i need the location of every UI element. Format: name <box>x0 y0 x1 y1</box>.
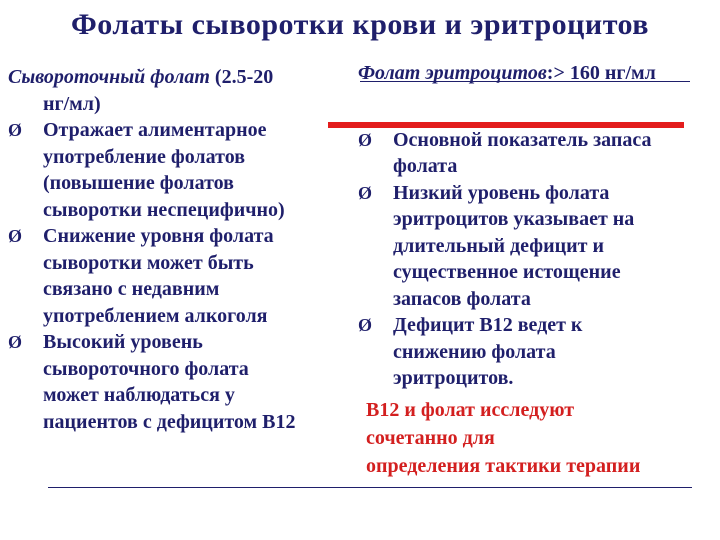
arrow-bullet-icon: Ø <box>8 120 23 140</box>
arrow-bullet-icon: Ø <box>358 182 373 203</box>
slide-title: Фолаты сыворотки крови и эритроцитов <box>71 8 649 41</box>
bullet-line: может наблюдаться у <box>43 384 235 406</box>
bullet-line: (повышение фолатов <box>43 172 234 194</box>
bullet-line: сывороточного фолата <box>43 357 249 380</box>
bullet-line: снижению фолата <box>393 340 556 363</box>
bullet-line: существенное истощение <box>393 261 621 283</box>
left-bullet-2 <box>8 223 353 329</box>
right-spacer <box>358 87 718 127</box>
bullet-line: употреблением алкоголя <box>43 304 268 327</box>
left-column <box>8 64 353 435</box>
bullet-line: Дефицит B12 ведет к <box>393 314 583 336</box>
right-header <box>358 60 718 87</box>
bullet-line: фолата <box>393 155 458 177</box>
bullet-line: сыворотки неспецифично) <box>43 198 285 221</box>
bullet-line: употребление фолатов <box>43 145 245 168</box>
arrow-bullet-icon: Ø <box>8 332 23 352</box>
left-header <box>8 64 353 91</box>
left-header-units: нг/мл) <box>43 92 101 115</box>
note-line: B12 и фолат исследуют <box>366 398 575 421</box>
left-header-italic: Сывороточный фолат <box>8 66 210 88</box>
left-bullet-3 <box>8 329 353 435</box>
left-bullet-1 <box>8 117 353 223</box>
arrow-bullet-icon: Ø <box>358 315 373 335</box>
bullet-line: Основной показатель запаса <box>393 128 652 151</box>
bullet-line: Снижение уровня фолата <box>43 225 274 247</box>
bullet-line: Высокий уровень <box>43 331 203 353</box>
bullet-line: Низкий уровень фолата <box>393 181 610 204</box>
note-line: сочетанно для <box>366 426 495 449</box>
bullet-line: сыворотки может быть <box>43 251 254 274</box>
right-note <box>358 396 718 480</box>
right-bullet-1 <box>358 127 718 180</box>
right-bullet-3 <box>358 312 718 392</box>
note-line: определения тактики терапии <box>366 454 641 477</box>
bullet-line: Отражает алиментарное <box>43 119 267 141</box>
right-column <box>358 60 718 480</box>
left-header-range: (2.5-20 <box>209 66 274 88</box>
right-header-range: :> 160 нг/мл <box>546 62 656 84</box>
bullet-line: связано с недавним <box>43 278 220 300</box>
bottom-underline <box>48 487 692 488</box>
bullet-line: пациентов с дефицитом B12 <box>43 410 296 433</box>
right-bullet-2 <box>358 180 718 313</box>
bullet-line: длительный дефицит и <box>393 234 605 257</box>
bullet-line: эритроцитов указывает на <box>393 208 635 230</box>
right-header-italic: Фолат эритроцитов <box>358 62 547 84</box>
arrow-bullet-icon: Ø <box>358 129 373 150</box>
arrow-bullet-icon: Ø <box>8 226 23 246</box>
bullet-line: запасов фолата <box>393 287 531 310</box>
bullet-line: эритроцитов. <box>393 367 514 389</box>
